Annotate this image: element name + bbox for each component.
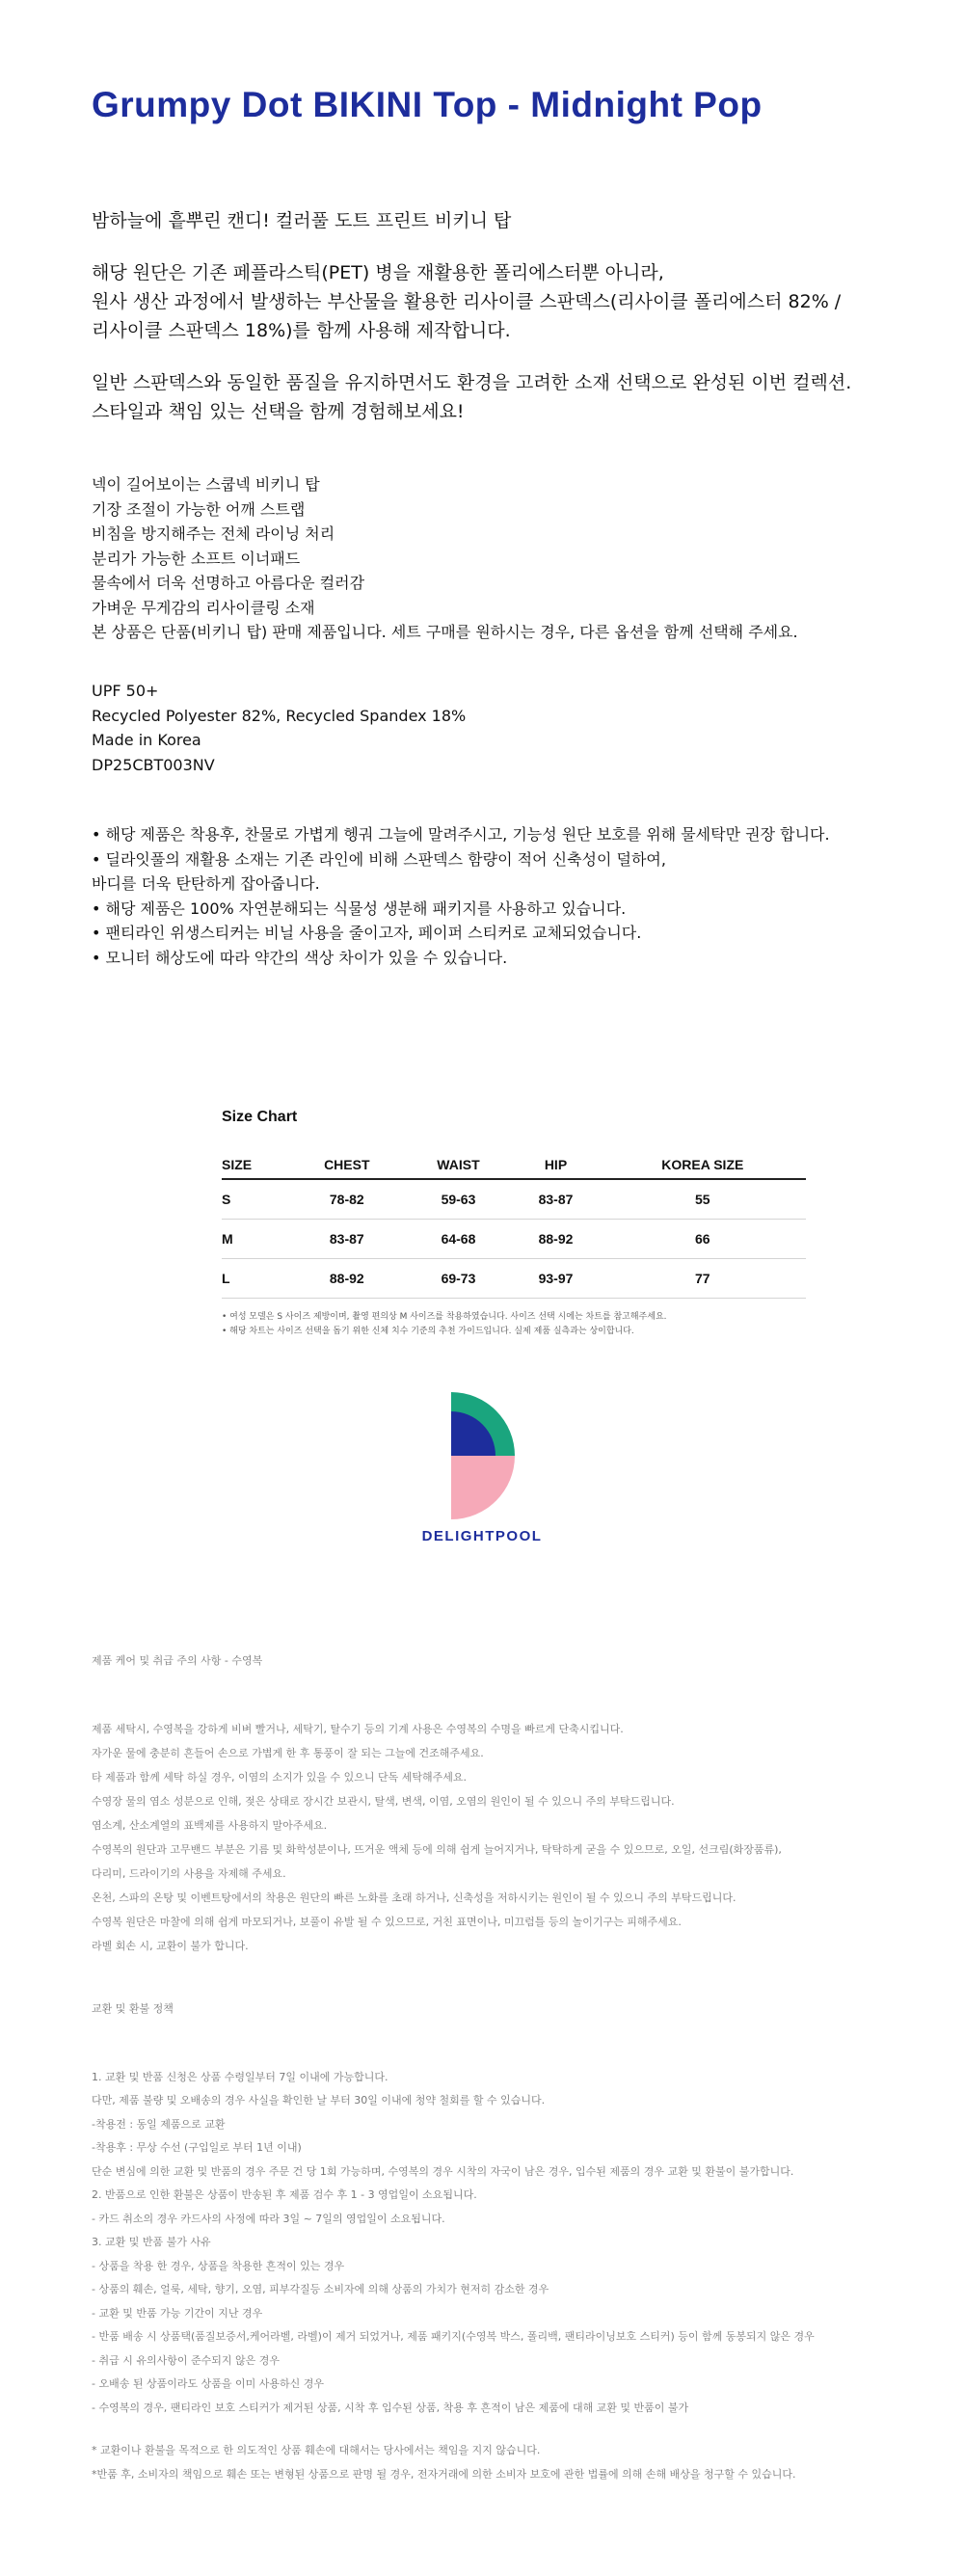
exchange-line: 단순 변심에 의한 교환 및 반품의 경우 주문 건 당 1회 가능하며, 수영복의 경우 시착의 자국이 남은 경우, 입수된 제품의 경우 교환 및 환불이 불가합니다.: [92, 2164, 794, 2178]
size-table-cell: 64-68: [405, 1220, 513, 1259]
feature-item: 본 상품은 단품(비키니 탑) 판매 제품입니다. 세트 구매를 원하시는 경우, 다른 옵션을 함께 선택해 주세요.: [92, 623, 798, 641]
care-line: 타 제품과 함께 세탁 하실 경우, 이염의 소지가 있을 수 있으니 단독 세탁해주세요.: [92, 1771, 467, 1784]
care-line: 수영장 물의 염소 성분으로 인해, 젖은 상태로 장시간 보관시, 탈색, 변색, 이염, 오염의 원인이 될 수 있으니 주의 부탁드립니다.: [92, 1795, 675, 1808]
spec-list: [92, 679, 466, 777]
size-table-cell: 59-63: [405, 1179, 513, 1220]
note-item: 바디를 더욱 탄탄하게 잡아줍니다.: [92, 874, 320, 893]
note-item: • 모니터 해상도에 따라 약간의 색상 차이가 있을 수 있습니다.: [92, 948, 508, 967]
size-chart-notes: [222, 1310, 806, 1339]
care-line: 자가운 물에 충분히 흔들어 손으로 가볍게 한 후 통풍이 잘 되는 그늘에 건조해주세요.: [92, 1747, 484, 1759]
size-table-cell: 69-73: [405, 1259, 513, 1299]
care-line: 다리미, 드라이기의 사용을 자제해 주세요.: [92, 1867, 286, 1880]
size-table-cell: 77: [600, 1259, 806, 1299]
size-table-cell: L: [222, 1259, 289, 1299]
care-instructions: [92, 1649, 940, 1958]
size-table-header-row: [222, 1151, 806, 1179]
exchange-line: -착용전 : 동일 제품으로 교환: [92, 2117, 226, 2131]
size-table-header: SIZE: [222, 1151, 289, 1179]
feature-item: 넥이 길어보이는 스쿱넥 비키니 탑: [92, 475, 320, 494]
brand-logo: [405, 1388, 559, 1552]
size-table-cell: 83-87: [512, 1179, 599, 1220]
intro-paragraph-1-line: 원사 생산 과정에서 발생하는 부산물을 활용한 리사이클 스판덱스(리사이클 폴리에스터 82% /: [92, 291, 842, 312]
exchange-line: - 상품을 착용 한 경우, 상품을 착용한 흔적이 있는 경우: [92, 2259, 345, 2272]
note-item: • 딜라잇풀의 재활용 소재는 기존 라인에 비해 스판덱스 함량이 적어 신축성이 덜하여,: [92, 849, 666, 869]
exchange-line: - 반품 배송 시 상품택(품질보증서,케어라벨, 라벨)이 제거 되었거나, 제품 패키지(수영복 박스, 폴리백, 팬티라이닝보호 스티커) 등이 함께 동봉되지 않은 경우: [92, 2330, 815, 2343]
feature-item: 기장 조절이 가능한 어깨 스트랩: [92, 499, 306, 519]
size-table-cell: 78-82: [289, 1179, 405, 1220]
exchange-line: - 취급 시 유의사항이 준수되지 않은 경우: [92, 2353, 280, 2367]
exchange-line: - 카드 취소의 경우 카드사의 사정에 따라 3일 ~ 7일의 영업일이 소요됩니다.: [92, 2212, 445, 2225]
exchange-policy: [92, 1998, 940, 2486]
note-item: • 해당 제품은 착용후, 찬물로 가볍게 헹궈 그늘에 말려주시고, 기능성 원단 보호를 위해 물세탁만 권장 합니다.: [92, 825, 830, 844]
size-table-cell: M: [222, 1220, 289, 1259]
exchange-line: 2. 반품으로 인한 환불은 상품이 반송된 후 제품 검수 후 1 - 3 영업일이 소요됩니다.: [92, 2188, 477, 2201]
exchange-line: 1. 교환 및 반품 신청은 상품 수령일부터 7일 이내에 가능합니다.: [92, 2070, 388, 2083]
care-line: 수영복의 원단과 고무밴드 부분은 기름 및 화학성분이나, 뜨거운 액체 등에 의해 쉽게 늘어지거나, 탁탁하게 굳을 수 있으므로, 오일, 선크림(화장품류),: [92, 1843, 782, 1856]
size-table-cell: 93-97: [512, 1259, 599, 1299]
note-item: • 해당 제품은 100% 자연분해되는 식물성 생분해 패키지를 사용하고 있습니다.: [92, 899, 627, 918]
care-heading: 제품 케어 및 취급 주의 사항 - 수영복: [92, 1654, 263, 1667]
size-table-row: [222, 1220, 806, 1259]
size-table-header: CHEST: [289, 1151, 405, 1179]
exchange-footer-line: * 교환이나 환불을 목적으로 한 의도적인 상품 훼손에 대해서는 당사에서는 책임을 지지 않습니다.: [92, 2444, 541, 2456]
brand-logo-mark-icon: [405, 1388, 559, 1523]
feature-item: 가벼운 무게감의 리사이클링 소재: [92, 598, 315, 617]
exchange-line: - 수영복의 경우, 팬티라인 보호 스티커가 제거된 상품, 시착 후 입수된 상품, 착용 후 흔적이 남은 제품에 대해 교환 및 반품이 불가: [92, 2401, 689, 2414]
brand-name: DELIGHTPOOL: [421, 1528, 543, 1544]
intro-paragraph-2-line: 스타일과 책임 있는 선택을 함께 경험해보세요!: [92, 401, 465, 422]
tagline: 밤하늘에 흩뿌린 캔디! 컬러풀 도트 프린트 비키니 탑: [92, 210, 512, 231]
care-line: 제품 세탁시, 수영복을 강하게 비벼 빨거나, 세탁기, 탈수기 등의 기계 사용은 수영복의 수명을 빠르게 단축시킵니다.: [92, 1723, 624, 1735]
exchange-line: 3. 교환 및 반품 불가 사유: [92, 2236, 211, 2248]
care-line: 온천, 스파의 온탕 및 이벤트탕에서의 착용은 원단의 빠른 노화를 초래 하거나, 신축성을 저하시키는 원인이 될 수 있으니 주의 부탁드립니다.: [92, 1892, 736, 1904]
size-table-cell: 88-92: [512, 1220, 599, 1259]
size-table: [222, 1151, 806, 1299]
size-table-header: KOREA SIZE: [600, 1151, 806, 1179]
exchange-line: - 상품의 훼손, 얼룩, 세탁, 향기, 오염, 피부각질등 소비자에 의해 상품의 가치가 현저히 감소한 경우: [92, 2283, 549, 2295]
size-table-row: [222, 1179, 806, 1220]
spec-item: Made in Korea: [92, 731, 201, 749]
size-chart: [222, 1109, 806, 1339]
exchange-line: - 교환 및 반품 가능 기간이 지난 경우: [92, 2306, 263, 2320]
exchange-line: - 오배송 된 상품이라도 상품을 이미 사용하신 경우: [92, 2377, 324, 2390]
size-table-header: WAIST: [405, 1151, 513, 1179]
intro-paragraph-2-line: 일반 스판덱스와 동일한 품질을 유지하면서도 환경을 고려한 소재 선택으로 완성된 이번 컬렉션.: [92, 372, 852, 393]
intro-section: [92, 206, 940, 426]
spec-item: Recycled Polyester 82%, Recycled Spandex 18%: [92, 706, 467, 725]
notes-list: [92, 822, 830, 970]
feature-list: [92, 472, 798, 645]
size-table-cell: 88-92: [289, 1259, 405, 1299]
care-line: 염소계, 산소계열의 표백제를 사용하지 말아주세요.: [92, 1819, 328, 1832]
size-chart-title: Size Chart: [222, 1109, 298, 1125]
size-chart-note: • 여성 모델은 S 사이즈 제방이며, 촬영 편의상 M 사이즈를 착용하였습니다. 사이즈 선택 시에는 차트를 참고해주세요.: [222, 1312, 667, 1322]
feature-item: 비침을 방지해주는 전체 라이닝 처리: [92, 524, 335, 543]
spec-item: UPF 50+: [92, 682, 159, 700]
page-title: Grumpy Dot BIKINI Top - Midnight Pop: [92, 85, 763, 124]
feature-item: 물속에서 더욱 선명하고 아름다운 컬러감: [92, 574, 365, 592]
size-chart-note: • 해당 차트는 사이즈 선택을 돕기 위한 신체 치수 기준의 추천 가이드입니다. 실제 제품 실측과는 상이합니다.: [222, 1327, 634, 1336]
exchange-footer-line: *반품 후, 소비자의 책임으로 훼손 또는 변형된 상품으로 판명 될 경우, 전자거래에 의한 소비자 보호에 관한 법률에 의해 손해 배상을 청구할 수 있습니다.: [92, 2467, 796, 2481]
size-table-cell: 55: [600, 1179, 806, 1220]
size-table-cell: S: [222, 1179, 289, 1220]
size-table-header: HIP: [512, 1151, 599, 1179]
size-table-cell: 66: [600, 1220, 806, 1259]
spec-item: DP25CBT003NV: [92, 755, 215, 774]
size-table-row: [222, 1259, 806, 1299]
intro-paragraph-1-line: 해당 원단은 기존 페플라스틱(PET) 병을 재활용한 폴리에스터뿐 아니라,: [92, 262, 664, 283]
care-line: 수영복 원단은 마찰에 의해 쉽게 마모되거나, 보풀이 유발 될 수 있으므로, 거친 표면이나, 미끄럼틀 등의 놀이기구는 피해주세요.: [92, 1916, 682, 1928]
note-item: • 팬티라인 위생스티커는 비닐 사용을 줄이고자, 페이퍼 스티커로 교체되었습니다.: [92, 924, 642, 942]
exchange-line: 다만, 제품 불량 및 오배송의 경우 사실을 확인한 날 부터 30일 이내에 청약 철회를 할 수 있습니다.: [92, 2094, 546, 2106]
care-line: 라벨 회손 시, 교환이 불가 합니다.: [92, 1940, 249, 1952]
exchange-heading: 교환 및 환불 정책: [92, 2002, 174, 2015]
feature-item: 분리가 가능한 소프트 이너패드: [92, 549, 301, 568]
intro-paragraph-1-line: 리사이클 스판덱스 18%)를 함께 사용해 제작합니다.: [92, 320, 511, 341]
exchange-line: -착용후 : 무상 수선 (구입일로 부터 1년 이내): [92, 2141, 302, 2154]
size-table-cell: 83-87: [289, 1220, 405, 1259]
